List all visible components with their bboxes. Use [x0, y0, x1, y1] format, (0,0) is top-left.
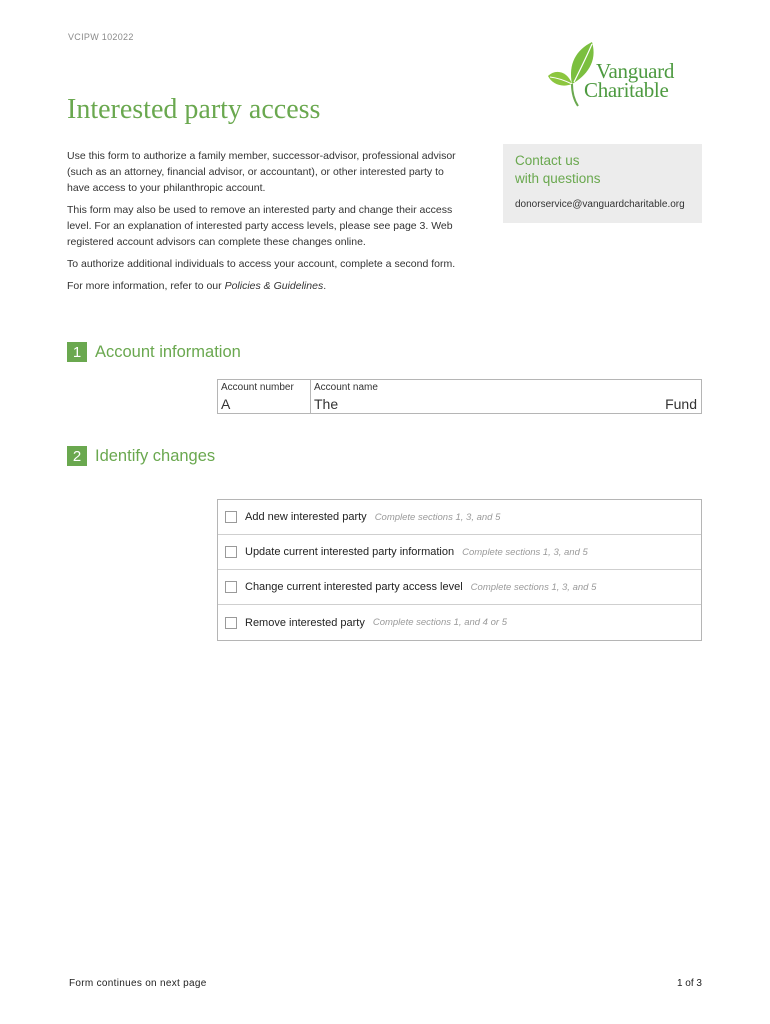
- account-number-value[interactable]: A: [221, 396, 231, 412]
- option-note: Complete sections 1, 3, and 5: [374, 511, 501, 523]
- intro-paragraph-4: [67, 278, 457, 294]
- checkbox[interactable]: [225, 617, 237, 629]
- account-number-field[interactable]: [218, 380, 311, 413]
- section-2-title: Identify changes: [95, 446, 216, 465]
- option-add-new-interested-party[interactable]: [218, 500, 701, 535]
- option-change-access-level[interactable]: [218, 570, 701, 605]
- account-name-value[interactable]: The: [314, 396, 339, 412]
- option-note: Complete sections 1, and 4 or 5: [372, 617, 507, 628]
- option-note: Complete sections 1, 3, and 5: [470, 581, 597, 593]
- contact-email-link[interactable]: donorservice@vanguardcharitable.org: [515, 199, 685, 210]
- account-name-suffix: Fund: [665, 396, 697, 412]
- contact-heading-line2: with questions: [515, 171, 601, 186]
- option-label: Add new interested party: [245, 511, 367, 523]
- logo-word-charitable: Charitable: [584, 78, 669, 102]
- account-info-fields: [217, 379, 702, 414]
- account-name-label: Account name: [314, 382, 378, 393]
- contact-heading: [515, 152, 601, 188]
- section-2-header: [67, 446, 215, 466]
- form-code: VCIPW 102022: [68, 32, 134, 42]
- section-1-header: [67, 342, 241, 362]
- contact-heading-line1: Contact us: [515, 153, 580, 168]
- intro-paragraph-1: Use this form to authorize a family member, successor-advisor, professional advisor (such as an attorney, financial advisor, or accountant), or other interested party to have access to your philanthropic account.: [67, 150, 456, 194]
- option-note: Complete sections 1, 3, and 5: [462, 546, 588, 558]
- intro-paragraph-2: This form may also be used to remove an interested party and change their access level. For an explanation of interested party access levels, please see page 3. Web registered account advisors can complete these changes online.: [67, 204, 453, 248]
- logo-word-vanguard: Vanguard: [596, 59, 675, 83]
- account-number-label: Account number: [221, 382, 294, 393]
- section-2-number: 2: [67, 446, 87, 466]
- contact-box: [503, 144, 702, 223]
- page-title: Interested party access: [67, 94, 321, 125]
- policies-guidelines-link[interactable]: Policies & Guidelines: [224, 280, 324, 292]
- option-label: Change current interested party access level: [245, 581, 463, 593]
- option-remove-interested-party[interactable]: [218, 605, 701, 640]
- page-number: 1 of 3: [676, 978, 702, 989]
- intro-p4-prefix: For more information, refer to our: [67, 280, 225, 292]
- vanguard-charitable-logo: [546, 40, 706, 112]
- option-label: Update current interested party information: [245, 546, 455, 558]
- checkbox[interactable]: [225, 581, 237, 593]
- section-1-number: 1: [67, 342, 87, 362]
- intro-paragraph-3: To authorize additional individuals to access your account, complete a second form.: [67, 258, 456, 270]
- checkbox[interactable]: [225, 546, 237, 558]
- intro-text: [67, 148, 457, 300]
- checkbox[interactable]: [225, 511, 237, 523]
- form-continues-note: Form continues on next page: [69, 978, 207, 989]
- account-name-field[interactable]: [311, 380, 701, 413]
- intro-p4-suffix: .: [323, 280, 327, 292]
- option-label: Remove interested party: [245, 616, 365, 629]
- section-1-title: Account information: [95, 342, 241, 361]
- change-options-list: [217, 499, 702, 641]
- option-update-interested-party-info[interactable]: [218, 535, 701, 570]
